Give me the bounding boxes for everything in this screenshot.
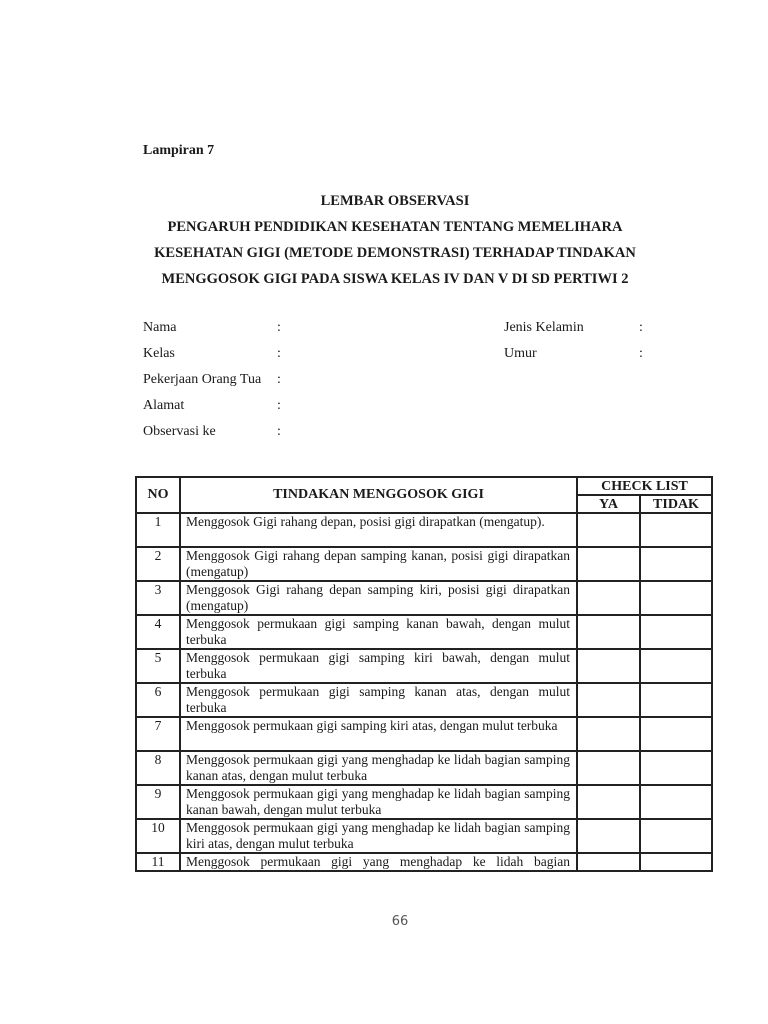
title-line: KESEHATAN GIGI (METODE DEMONSTRASI) TERHADAP TINDAKAN [154,245,636,261]
checkbox-ya[interactable] [577,649,640,683]
field-value-kelas[interactable]: : [277,346,281,361]
checkbox-ya[interactable] [577,751,640,785]
field-label-kelas: Kelas [143,346,175,361]
checkbox-ya[interactable] [577,717,640,751]
checkbox-ya[interactable] [577,513,640,547]
table-row [136,615,712,649]
checkbox-tidak[interactable] [640,581,712,615]
row-number: 7 [136,717,180,751]
page-number: 66 [391,914,409,929]
field-label-nama: Nama [143,320,177,335]
row-action: Menggosok permukaan gigi samping kanan atas, dengan mulut terbuka [180,683,577,717]
field-value-observasi[interactable]: : [277,424,281,439]
row-number: 3 [136,581,180,615]
checkbox-ya[interactable] [577,615,640,649]
field-value-nama[interactable]: : [277,320,281,335]
header-no: NO [136,477,180,513]
checkbox-tidak[interactable] [640,751,712,785]
checkbox-tidak[interactable] [640,615,712,649]
checkbox-ya[interactable] [577,547,640,581]
header-ya: YA [577,495,640,513]
row-action: Menggosok permukaan gigi yang menghadap ke lidah bagian samping kiri atas, dengan mulut terbuka [180,819,577,853]
field-value-pekerjaan[interactable]: : [277,372,281,387]
row-number: 9 [136,785,180,819]
checkbox-tidak[interactable] [640,819,712,853]
title-line: PENGARUH PENDIDIKAN KESEHATAN TENTANG MEMELIHARA [167,219,623,235]
table-row [136,547,712,581]
row-number: 11 [136,853,180,871]
appendix-label: Lampiran 7 [143,143,215,158]
field-value-umur[interactable]: : [639,346,643,361]
checkbox-ya[interactable] [577,853,640,871]
table-row [136,853,712,871]
row-number: 10 [136,819,180,853]
header-checklist: CHECK LIST [577,477,712,495]
row-number: 4 [136,615,180,649]
field-label-observasi: Observasi ke [143,424,216,439]
field-label-pekerjaan: Pekerjaan Orang Tua [143,372,262,387]
row-action: Menggosok permukaan gigi samping kanan bawah, dengan mulut terbuka [180,615,577,649]
field-label-alamat: Alamat [143,398,185,413]
row-number: 1 [136,513,180,547]
checkbox-tidak[interactable] [640,853,712,871]
checkbox-tidak[interactable] [640,513,712,547]
row-action: Menggosok permukaan gigi yang menghadap ke lidah bagian samping kanan atas, dengan mulut terbuka [180,751,577,785]
checkbox-ya[interactable] [577,581,640,615]
row-number: 8 [136,751,180,785]
table-row [136,581,712,615]
row-action: Menggosok permukaan gigi yang menghadap ke lidah bagian [180,853,577,871]
row-number: 6 [136,683,180,717]
row-action: Menggosok permukaan gigi samping kiri bawah, dengan mulut terbuka [180,649,577,683]
table-row [136,513,712,547]
field-label-umur: Umur [504,346,537,361]
row-action: Menggosok permukaan gigi yang menghadap ke lidah bagian samping kanan bawah, dengan mulut terbuka [180,785,577,819]
document-title-block [130,188,660,292]
checkbox-ya[interactable] [577,819,640,853]
table-row [136,751,712,785]
checkbox-tidak[interactable] [640,683,712,717]
title-line: LEMBAR OBSERVASI [320,193,470,209]
checkbox-tidak[interactable] [640,547,712,581]
header-tidak: TIDAK [640,495,712,513]
checkbox-tidak[interactable] [640,785,712,819]
header-tindakan: TINDAKAN MENGGOSOK GIGI [180,477,577,513]
field-label-jenis-kelamin: Jenis Kelamin [504,320,584,335]
table-row [136,683,712,717]
checkbox-ya[interactable] [577,785,640,819]
table-row [136,785,712,819]
field-value-alamat[interactable]: : [277,398,281,413]
table-row [136,717,712,751]
row-action: Menggosok Gigi rahang depan samping kiri, posisi gigi dirapatkan (mengatup) [180,581,577,615]
row-action: Menggosok permukaan gigi samping kiri atas, dengan mulut terbuka [180,717,577,751]
table-row [136,649,712,683]
row-action: Menggosok Gigi rahang depan, posisi gigi dirapatkan (mengatup). [180,513,577,547]
title-line: MENGGOSOK GIGI PADA SISWA KELAS IV DAN V DI SD PERTIWI 2 [161,271,629,287]
checkbox-tidak[interactable] [640,649,712,683]
row-number: 5 [136,649,180,683]
checkbox-ya[interactable] [577,683,640,717]
row-action: Menggosok Gigi rahang depan samping kanan, posisi gigi dirapatkan (mengatup) [180,547,577,581]
row-number: 2 [136,547,180,581]
table-row [136,819,712,853]
checkbox-tidak[interactable] [640,717,712,751]
observation-table [135,476,713,872]
field-value-jenis-kelamin[interactable]: : [639,320,643,335]
